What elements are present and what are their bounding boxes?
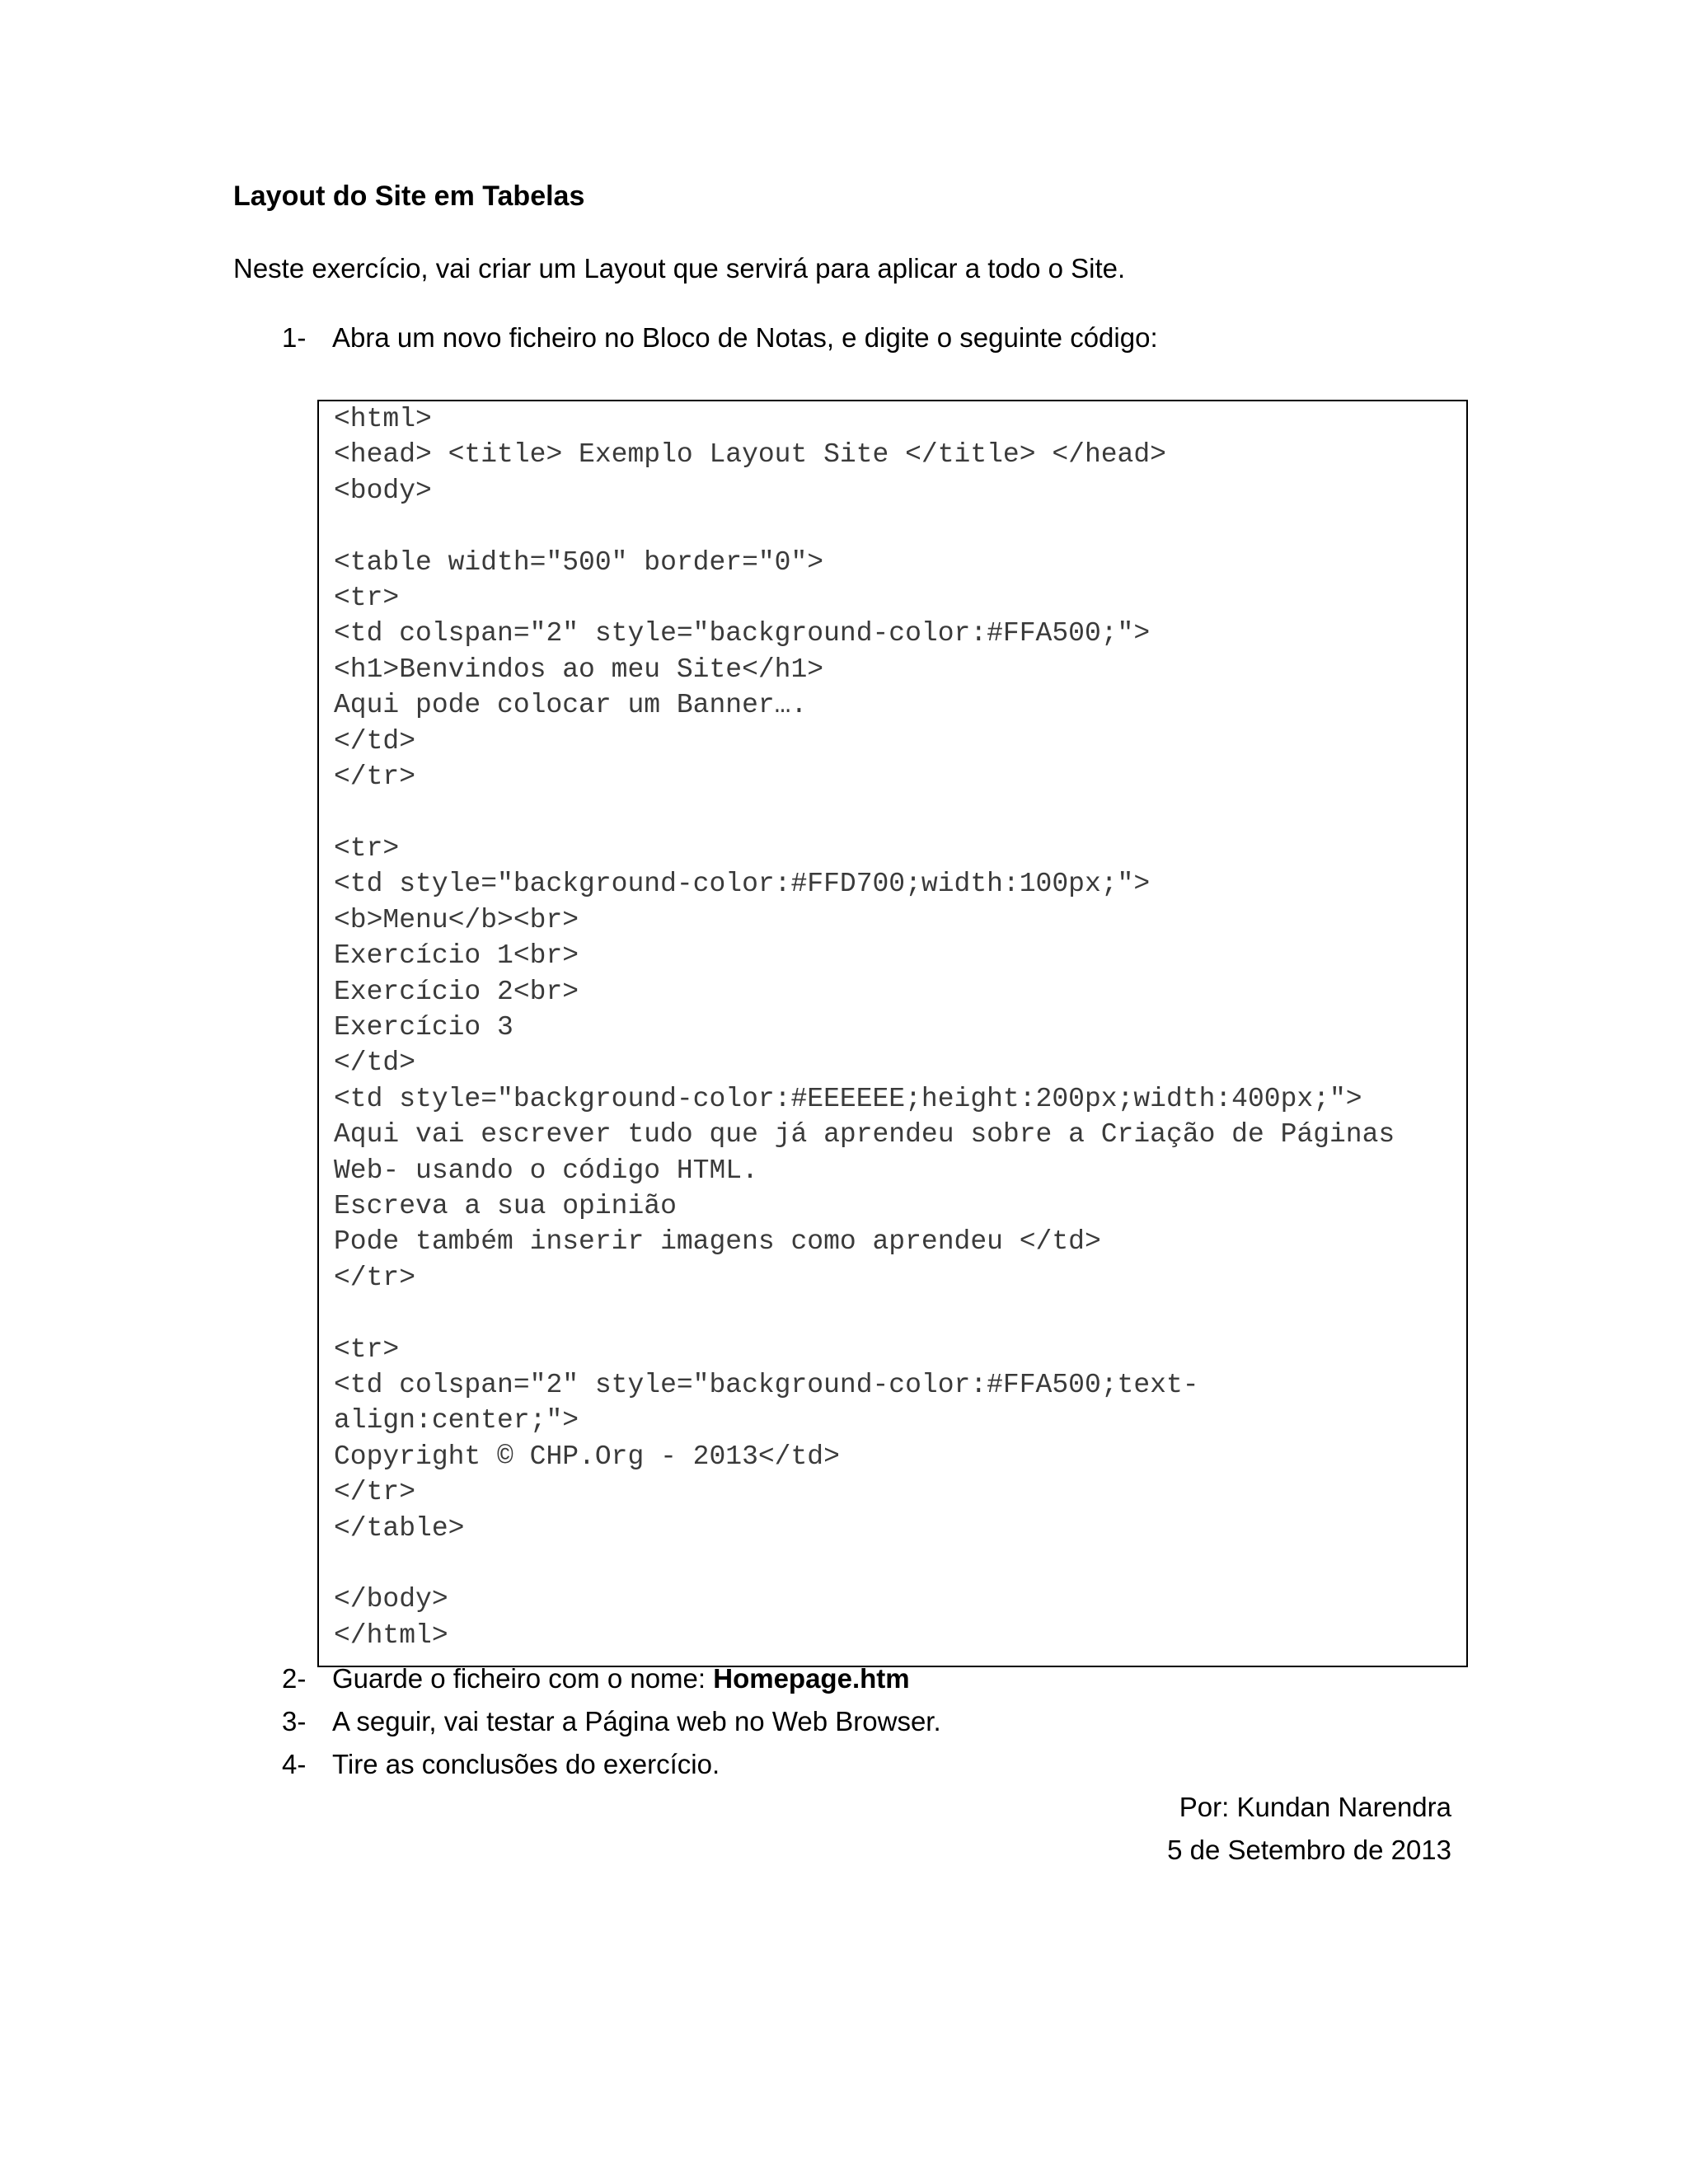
code-box: [317, 400, 1468, 1667]
step-2-filename: Homepage.htm: [713, 1663, 910, 1694]
step-3: [282, 1700, 941, 1743]
document-title: Layout do Site em Tabelas: [233, 180, 585, 212]
signature-date: 5 de Setembro de 2013: [1167, 1835, 1451, 1865]
step-1-number: 1-: [282, 322, 307, 353]
step-4-number: 4-: [282, 1749, 307, 1779]
step-2-text: Guarde o ficheiro com o nome:: [332, 1663, 714, 1694]
step-4-text: Tire as conclusões do exercício.: [332, 1749, 720, 1779]
step-3-text: A seguir, vai testar a Página web no Web Browser.: [332, 1706, 941, 1736]
step-1-text: Abra um novo ficheiro no Bloco de Notas, e digite o seguinte código:: [332, 322, 1158, 353]
step-4: [282, 1743, 720, 1786]
step-1: [282, 316, 1158, 359]
step-2: [282, 1657, 910, 1700]
intro-paragraph: Neste exercício, vai criar um Layout que servirá para aplicar a todo o Site.: [233, 253, 1126, 284]
signature-block: [1167, 1786, 1451, 1872]
signature-author: Por: Kundan Narendra: [1179, 1792, 1451, 1822]
step-2-number: 2-: [282, 1663, 307, 1694]
step-3-number: 3-: [282, 1706, 307, 1736]
html-code-listing: <html> <head> <title> Exemplo Layout Site </title> </head> <body> <table width="500" border="0"> <tr> <td colspan="2" style="background-color:#FFA500;"> <h1>Benvindos ao meu Site</h1> Aqui pode colocar um Banner…. </td> </tr> <tr> <td style="background-color:#FFD700;width:100px;"> <b>Menu</b><br> Exercício 1<br> Exercício 2<br> Exercício 3 </td> <td style="background-color:#EEEEEE;height:200px;width:400px;"> Aqui vai escrever tudo que já aprendeu sobre a Criação de Páginas Web- usando o código HTML. Escreva a sua opinião Pode também inserir imagens como aprendeu </td> </tr> <tr> <td colspan="2" style="background-color:#FFA500;text- align:center;"> Copyright © CHP.Org - 2013</td> </tr> </table> </body> </html>: [334, 404, 1395, 1651]
